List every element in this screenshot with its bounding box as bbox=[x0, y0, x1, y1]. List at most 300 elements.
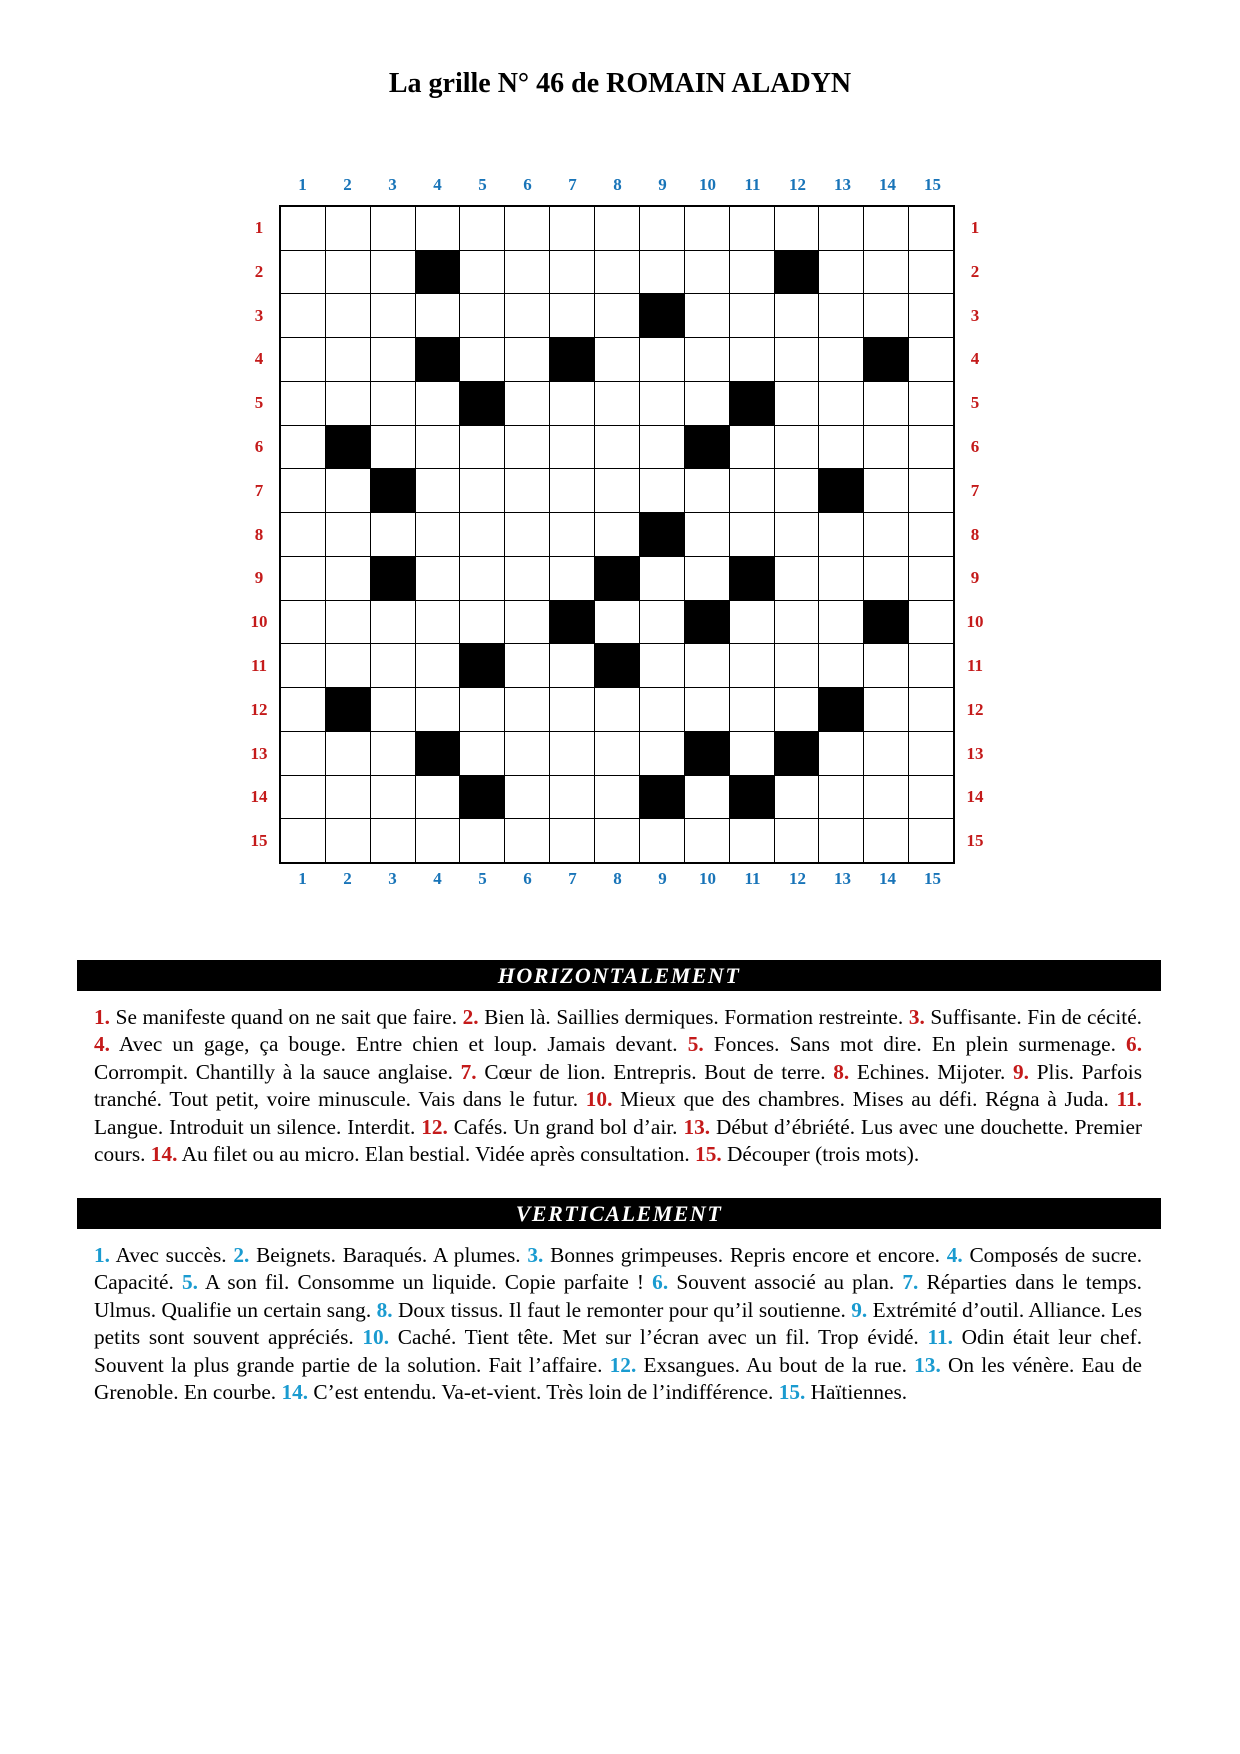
grid-cell[interactable] bbox=[371, 294, 415, 337]
grid-cell[interactable] bbox=[685, 469, 729, 512]
grid-cell[interactable] bbox=[909, 732, 953, 775]
grid-cell[interactable] bbox=[460, 426, 504, 469]
black-cell bbox=[640, 294, 684, 337]
grid-cell[interactable] bbox=[505, 513, 549, 556]
grid-cell[interactable] bbox=[640, 644, 684, 687]
grid-cell[interactable] bbox=[685, 251, 729, 294]
black-cell bbox=[640, 776, 684, 819]
column-number: 2 bbox=[343, 869, 352, 888]
grid-cell[interactable] bbox=[550, 557, 594, 600]
black-cell bbox=[416, 251, 460, 294]
grid-cell[interactable] bbox=[550, 251, 594, 294]
grid-cell[interactable] bbox=[595, 732, 639, 775]
grid-cell[interactable] bbox=[595, 382, 639, 425]
grid-cell[interactable] bbox=[595, 338, 639, 381]
grid-cell[interactable] bbox=[864, 469, 908, 512]
column-number: 15 bbox=[924, 869, 941, 888]
column-number: 11 bbox=[744, 869, 761, 888]
grid-cell[interactable] bbox=[460, 732, 504, 775]
grid-cell[interactable] bbox=[595, 294, 639, 337]
grid-cell[interactable] bbox=[371, 776, 415, 819]
clue-number: 8. bbox=[376, 1297, 393, 1322]
grid-cell[interactable] bbox=[550, 513, 594, 556]
grid-cell[interactable] bbox=[371, 513, 415, 556]
column-numbers-top bbox=[280, 174, 956, 196]
grid-cell[interactable] bbox=[326, 819, 370, 862]
grid-cell[interactable] bbox=[550, 732, 594, 775]
clue-text: Doux tissus. Il faut le remonter pour qu’il soutienne. bbox=[397, 1297, 846, 1322]
grid-cell[interactable] bbox=[640, 426, 684, 469]
row-number: 15 bbox=[250, 831, 268, 851]
row-number: 9 bbox=[970, 568, 980, 588]
grid-cell[interactable] bbox=[371, 251, 415, 294]
grid-cell[interactable] bbox=[371, 601, 415, 644]
grid-cell[interactable] bbox=[505, 732, 549, 775]
grid-cell[interactable] bbox=[281, 338, 325, 381]
grid-cell[interactable] bbox=[864, 251, 908, 294]
grid-cell[interactable] bbox=[550, 688, 594, 731]
grid-cell[interactable] bbox=[909, 819, 953, 862]
grid-cell[interactable] bbox=[460, 469, 504, 512]
grid-cell[interactable] bbox=[550, 207, 594, 250]
grid-cell[interactable] bbox=[595, 819, 639, 862]
grid-cell[interactable] bbox=[730, 688, 774, 731]
grid-cell[interactable] bbox=[595, 513, 639, 556]
grid-cell[interactable] bbox=[281, 688, 325, 731]
grid-cell[interactable] bbox=[730, 251, 774, 294]
grid-cell[interactable] bbox=[819, 338, 863, 381]
clue-text: Fonces. Sans mot dire. En plein surmenage. bbox=[713, 1032, 1116, 1057]
horizontal-heading: HORIZONTALEMENT bbox=[77, 960, 1161, 991]
grid-cell[interactable] bbox=[909, 776, 953, 819]
grid-cell[interactable] bbox=[819, 251, 863, 294]
grid-cell[interactable] bbox=[460, 338, 504, 381]
grid-cell[interactable] bbox=[281, 426, 325, 469]
column-number: 9 bbox=[658, 869, 667, 888]
grid-cell[interactable] bbox=[819, 776, 863, 819]
grid-cell[interactable] bbox=[505, 557, 549, 600]
column-number: 14 bbox=[879, 175, 896, 194]
clue-number: 10. bbox=[585, 1087, 613, 1112]
grid-cell[interactable] bbox=[640, 469, 684, 512]
row-number: 14 bbox=[250, 787, 268, 807]
clue-number: 7. bbox=[902, 1270, 919, 1295]
clue-number: 4. bbox=[946, 1243, 963, 1267]
clue-number: 1. bbox=[94, 1005, 110, 1029]
grid-cell[interactable] bbox=[864, 557, 908, 600]
grid-cell[interactable] bbox=[326, 513, 370, 556]
column-number: 10 bbox=[699, 175, 716, 194]
grid-cell[interactable] bbox=[416, 294, 460, 337]
grid-cell[interactable] bbox=[281, 732, 325, 775]
clue-text: Extrémité d’outil. Alliance. Les petits sont souvent appréciés. bbox=[94, 1297, 1143, 1350]
clue-text: A son fil. Consomme un liquide. Copie parfaite ! bbox=[204, 1270, 645, 1295]
grid-cell[interactable] bbox=[909, 426, 953, 469]
clue-text: Avec succès. bbox=[115, 1243, 227, 1267]
row-number: 10 bbox=[966, 612, 984, 632]
grid-cell[interactable] bbox=[640, 251, 684, 294]
clue-text: Plis. Parfois tranché. Tout petit, voire minuscule. Vais dans le futur. bbox=[94, 1059, 1143, 1112]
clue-number: 12. bbox=[421, 1114, 448, 1139]
grid-cell[interactable] bbox=[505, 601, 549, 644]
grid-cell[interactable] bbox=[819, 382, 863, 425]
grid-cell[interactable] bbox=[819, 294, 863, 337]
clue-text: Au filet ou au micro. Elan bestial. Vidée après consultation. bbox=[181, 1142, 690, 1167]
grid-cell[interactable] bbox=[460, 557, 504, 600]
grid-cell[interactable] bbox=[909, 557, 953, 600]
column-number: 6 bbox=[523, 869, 532, 888]
column-number: 10 bbox=[699, 869, 716, 888]
clue-text: Avec un gage, ça bouge. Entre chien et loup. Jamais devant. bbox=[118, 1032, 678, 1057]
grid-cell[interactable] bbox=[909, 469, 953, 512]
grid-cell[interactable] bbox=[460, 207, 504, 250]
grid-cell[interactable] bbox=[864, 644, 908, 687]
grid-cell[interactable] bbox=[775, 338, 819, 381]
grid-cell[interactable] bbox=[505, 207, 549, 250]
clue-text: Découper (trois mots). bbox=[727, 1142, 920, 1167]
grid-cell[interactable] bbox=[730, 338, 774, 381]
row-number: 12 bbox=[966, 699, 984, 719]
row-number: 13 bbox=[250, 743, 268, 763]
grid-cell[interactable] bbox=[819, 732, 863, 775]
clue-number: 2. bbox=[233, 1243, 250, 1267]
grid-cell[interactable] bbox=[371, 382, 415, 425]
grid-cell[interactable] bbox=[909, 688, 953, 731]
grid-cell[interactable] bbox=[281, 601, 325, 644]
grid-cell[interactable] bbox=[416, 513, 460, 556]
grid-cell[interactable] bbox=[864, 513, 908, 556]
grid-cell[interactable] bbox=[730, 513, 774, 556]
column-number: 8 bbox=[613, 175, 622, 194]
row-number: 1 bbox=[970, 218, 980, 237]
row-number: 4 bbox=[970, 349, 980, 369]
grid-cell[interactable] bbox=[685, 557, 729, 600]
grid-cell[interactable] bbox=[640, 601, 684, 644]
grid-cell[interactable] bbox=[281, 819, 325, 862]
grid-cell[interactable] bbox=[909, 382, 953, 425]
grid-cell[interactable] bbox=[281, 294, 325, 337]
grid-cell[interactable] bbox=[909, 601, 953, 644]
black-cell bbox=[550, 338, 594, 381]
column-number: 4 bbox=[433, 175, 442, 194]
grid-cell[interactable] bbox=[640, 819, 684, 862]
clue-text: Cafés. Un grand bol d’air. bbox=[453, 1114, 678, 1139]
grid-cell[interactable] bbox=[505, 251, 549, 294]
grid-cell[interactable] bbox=[864, 776, 908, 819]
grid-cell[interactable] bbox=[819, 601, 863, 644]
grid-cell[interactable] bbox=[460, 688, 504, 731]
row-number: 7 bbox=[970, 480, 980, 500]
grid-cell[interactable] bbox=[640, 338, 684, 381]
grid-cell[interactable] bbox=[909, 513, 953, 556]
grid-cell[interactable] bbox=[550, 426, 594, 469]
clue-text: Langue. Introduit un silence. Interdit. bbox=[94, 1114, 416, 1139]
grid-cell[interactable] bbox=[775, 207, 819, 250]
grid-cell[interactable] bbox=[416, 207, 460, 250]
grid-cell[interactable] bbox=[505, 469, 549, 512]
black-cell bbox=[730, 776, 774, 819]
grid-cell[interactable] bbox=[909, 207, 953, 250]
grid-cell[interactable] bbox=[505, 382, 549, 425]
grid-cell[interactable] bbox=[595, 776, 639, 819]
grid-cell[interactable] bbox=[730, 601, 774, 644]
clue-text: Exsangues. Au bout de la rue. bbox=[643, 1352, 907, 1377]
grid-cell[interactable] bbox=[416, 557, 460, 600]
clue-number: 6. bbox=[652, 1270, 669, 1295]
row-number: 15 bbox=[966, 831, 984, 851]
column-number: 5 bbox=[478, 869, 487, 888]
grid-cell[interactable] bbox=[819, 426, 863, 469]
grid-cell[interactable] bbox=[595, 688, 639, 731]
grid-cell[interactable] bbox=[326, 644, 370, 687]
grid-cell[interactable] bbox=[909, 294, 953, 337]
row-number: 8 bbox=[970, 524, 980, 544]
clue-number: 14. bbox=[281, 1380, 309, 1405]
grid-cell[interactable] bbox=[326, 294, 370, 337]
clue-text: C’est entendu. Va-et-vient. Très loin de l’indifférence. bbox=[313, 1380, 774, 1405]
grid-cell[interactable] bbox=[685, 644, 729, 687]
grid-cell[interactable] bbox=[550, 819, 594, 862]
clue-number: 4. bbox=[94, 1032, 110, 1057]
black-cell bbox=[819, 688, 863, 731]
black-cell bbox=[550, 601, 594, 644]
grid-cell[interactable] bbox=[775, 557, 819, 600]
column-number: 7 bbox=[568, 869, 577, 888]
grid-cell[interactable] bbox=[909, 251, 953, 294]
black-cell bbox=[460, 776, 504, 819]
grid-cell[interactable] bbox=[685, 513, 729, 556]
grid-cell[interactable] bbox=[864, 426, 908, 469]
grid-cell[interactable] bbox=[416, 469, 460, 512]
grid-cell[interactable] bbox=[326, 776, 370, 819]
grid-cell[interactable] bbox=[730, 294, 774, 337]
grid-cell[interactable] bbox=[864, 207, 908, 250]
grid-cell[interactable] bbox=[371, 338, 415, 381]
grid-cell[interactable] bbox=[640, 207, 684, 250]
row-number: 1 bbox=[254, 218, 264, 237]
grid-cell[interactable] bbox=[775, 688, 819, 731]
grid-cell[interactable] bbox=[281, 557, 325, 600]
clue-text: Echines. Mijoter. bbox=[856, 1059, 1006, 1084]
grid-cell[interactable] bbox=[775, 644, 819, 687]
grid-cell[interactable] bbox=[864, 294, 908, 337]
clue-number: 12. bbox=[609, 1352, 637, 1377]
black-cell bbox=[326, 688, 370, 731]
grid-cell[interactable] bbox=[416, 644, 460, 687]
vertical-clues bbox=[94, 1242, 1142, 1406]
grid-cell[interactable] bbox=[595, 601, 639, 644]
grid-cell[interactable] bbox=[550, 382, 594, 425]
grid-cell[interactable] bbox=[371, 819, 415, 862]
clue-number: 5. bbox=[181, 1270, 198, 1295]
black-cell bbox=[416, 338, 460, 381]
grid-cell[interactable] bbox=[505, 819, 549, 862]
clue-text: Haïtiennes. bbox=[810, 1380, 908, 1405]
clue-number: 13. bbox=[683, 1114, 711, 1139]
grid-cell[interactable] bbox=[505, 338, 549, 381]
grid-cell[interactable] bbox=[416, 426, 460, 469]
crossword-grid bbox=[279, 205, 955, 864]
grid-cell[interactable] bbox=[819, 207, 863, 250]
grid-cell[interactable] bbox=[819, 557, 863, 600]
grid-cell[interactable] bbox=[416, 382, 460, 425]
grid-cell[interactable] bbox=[460, 294, 504, 337]
grid-cell[interactable] bbox=[640, 382, 684, 425]
grid-cell[interactable] bbox=[281, 644, 325, 687]
grid-cell[interactable] bbox=[864, 819, 908, 862]
grid-cell[interactable] bbox=[730, 207, 774, 250]
grid-cell[interactable] bbox=[730, 426, 774, 469]
grid-cell[interactable] bbox=[775, 819, 819, 862]
grid-cell[interactable] bbox=[505, 644, 549, 687]
grid-cell[interactable] bbox=[819, 644, 863, 687]
clue-text: Odin était leur chef. Souvent la plus grande partie de la solution. Fait l’affaire. bbox=[94, 1325, 1143, 1377]
black-cell bbox=[864, 338, 908, 381]
grid-cell[interactable] bbox=[281, 513, 325, 556]
grid-cell[interactable] bbox=[281, 469, 325, 512]
grid-cell[interactable] bbox=[371, 207, 415, 250]
grid-cell[interactable] bbox=[460, 251, 504, 294]
grid-cell[interactable] bbox=[550, 776, 594, 819]
clue-number: 11. bbox=[1116, 1087, 1142, 1112]
grid-cell[interactable] bbox=[550, 469, 594, 512]
clue-number: 9. bbox=[1013, 1059, 1030, 1084]
black-cell bbox=[775, 732, 819, 775]
grid-cell[interactable] bbox=[416, 688, 460, 731]
grid-cell[interactable] bbox=[775, 426, 819, 469]
row-number: 14 bbox=[966, 787, 984, 807]
grid-cell[interactable] bbox=[730, 732, 774, 775]
row-number: 3 bbox=[254, 305, 264, 325]
grid-cell[interactable] bbox=[730, 819, 774, 862]
page-title: La grille N° 46 de ROMAIN ALADYN bbox=[388, 68, 852, 99]
grid-cell[interactable] bbox=[326, 251, 370, 294]
row-number: 2 bbox=[254, 261, 264, 281]
row-number: 11 bbox=[250, 655, 268, 675]
grid-cell[interactable] bbox=[864, 688, 908, 731]
black-cell bbox=[595, 644, 639, 687]
grid-cell[interactable] bbox=[640, 688, 684, 731]
grid-cell[interactable] bbox=[864, 382, 908, 425]
grid-cell[interactable] bbox=[326, 469, 370, 512]
grid-cell[interactable] bbox=[775, 776, 819, 819]
grid-cell[interactable] bbox=[371, 732, 415, 775]
grid-cell[interactable] bbox=[371, 644, 415, 687]
grid-cell[interactable] bbox=[685, 294, 729, 337]
grid-cell[interactable] bbox=[685, 776, 729, 819]
row-number: 6 bbox=[970, 436, 980, 456]
row-number: 9 bbox=[254, 568, 264, 588]
clue-text: Début d’ébriété. Lus avec une douchette. Premier cours. bbox=[94, 1114, 1142, 1167]
black-cell bbox=[775, 251, 819, 294]
grid-cell[interactable] bbox=[460, 513, 504, 556]
grid-cell[interactable] bbox=[685, 207, 729, 250]
row-number: 4 bbox=[254, 349, 264, 369]
grid-cell[interactable] bbox=[460, 601, 504, 644]
grid-cell[interactable] bbox=[416, 819, 460, 862]
black-cell bbox=[685, 601, 729, 644]
column-number: 7 bbox=[568, 175, 577, 194]
grid-cell[interactable] bbox=[730, 469, 774, 512]
grid-cell[interactable] bbox=[685, 819, 729, 862]
column-number: 14 bbox=[879, 869, 896, 888]
grid-cell[interactable] bbox=[550, 644, 594, 687]
clue-text: Cœur de lion. Entrepris. Bout de terre. bbox=[484, 1059, 826, 1084]
clue-text: Beignets. Baraqués. A plumes. bbox=[256, 1243, 521, 1267]
grid-cell[interactable] bbox=[775, 294, 819, 337]
grid-cell[interactable] bbox=[326, 382, 370, 425]
black-cell bbox=[685, 426, 729, 469]
grid-cell[interactable] bbox=[819, 819, 863, 862]
clue-number: 8. bbox=[833, 1059, 850, 1084]
grid-cell[interactable] bbox=[281, 382, 325, 425]
clue-number: 5. bbox=[687, 1032, 704, 1057]
grid-cell[interactable] bbox=[326, 732, 370, 775]
grid-cell[interactable] bbox=[281, 251, 325, 294]
clue-text: Mieux que des chambres. Mises au défi. Régna à Juda. bbox=[620, 1087, 1109, 1112]
clue-number: 10. bbox=[362, 1325, 390, 1350]
clue-number: 1. bbox=[94, 1243, 110, 1267]
grid-cell[interactable] bbox=[416, 776, 460, 819]
grid-cell[interactable] bbox=[640, 732, 684, 775]
grid-cell[interactable] bbox=[371, 688, 415, 731]
grid-cell[interactable] bbox=[281, 776, 325, 819]
grid-cell[interactable] bbox=[730, 644, 774, 687]
grid-cell[interactable] bbox=[775, 601, 819, 644]
grid-cell[interactable] bbox=[505, 426, 549, 469]
clue-number: 3. bbox=[908, 1005, 925, 1029]
grid-cell[interactable] bbox=[326, 338, 370, 381]
grid-cell[interactable] bbox=[775, 382, 819, 425]
grid-cell[interactable] bbox=[371, 426, 415, 469]
grid-cell[interactable] bbox=[685, 382, 729, 425]
grid-cell[interactable] bbox=[281, 207, 325, 250]
grid-cell[interactable] bbox=[909, 338, 953, 381]
grid-cell[interactable] bbox=[819, 513, 863, 556]
grid-cell[interactable] bbox=[864, 732, 908, 775]
grid-cell[interactable] bbox=[775, 469, 819, 512]
grid-cell[interactable] bbox=[460, 819, 504, 862]
row-number: 2 bbox=[970, 261, 980, 281]
grid-cell[interactable] bbox=[416, 601, 460, 644]
grid-cell[interactable] bbox=[550, 294, 594, 337]
grid-cell[interactable] bbox=[640, 557, 684, 600]
clue-text: Souvent associé au plan. bbox=[676, 1270, 895, 1295]
grid-cell[interactable] bbox=[595, 207, 639, 250]
column-number: 13 bbox=[834, 175, 851, 194]
grid-cell[interactable] bbox=[775, 513, 819, 556]
grid-cell[interactable] bbox=[685, 338, 729, 381]
row-number: 13 bbox=[966, 743, 984, 763]
grid-cell[interactable] bbox=[595, 469, 639, 512]
grid-cell[interactable] bbox=[595, 251, 639, 294]
column-number: 6 bbox=[523, 175, 532, 194]
grid-cell[interactable] bbox=[326, 557, 370, 600]
grid-cell[interactable] bbox=[595, 426, 639, 469]
clue-text: Se manifeste quand on ne sait que faire. bbox=[115, 1005, 458, 1029]
grid-cell[interactable] bbox=[505, 776, 549, 819]
grid-cell[interactable] bbox=[505, 688, 549, 731]
column-number: 3 bbox=[388, 869, 397, 888]
horizontal-clues bbox=[94, 1004, 1142, 1168]
grid-cell[interactable] bbox=[909, 644, 953, 687]
grid-cell[interactable] bbox=[326, 601, 370, 644]
clue-number: 6. bbox=[1126, 1032, 1143, 1057]
column-numbers-bottom bbox=[280, 868, 956, 890]
grid-cell[interactable] bbox=[685, 688, 729, 731]
grid-cell[interactable] bbox=[326, 207, 370, 250]
grid-cell[interactable] bbox=[505, 294, 549, 337]
